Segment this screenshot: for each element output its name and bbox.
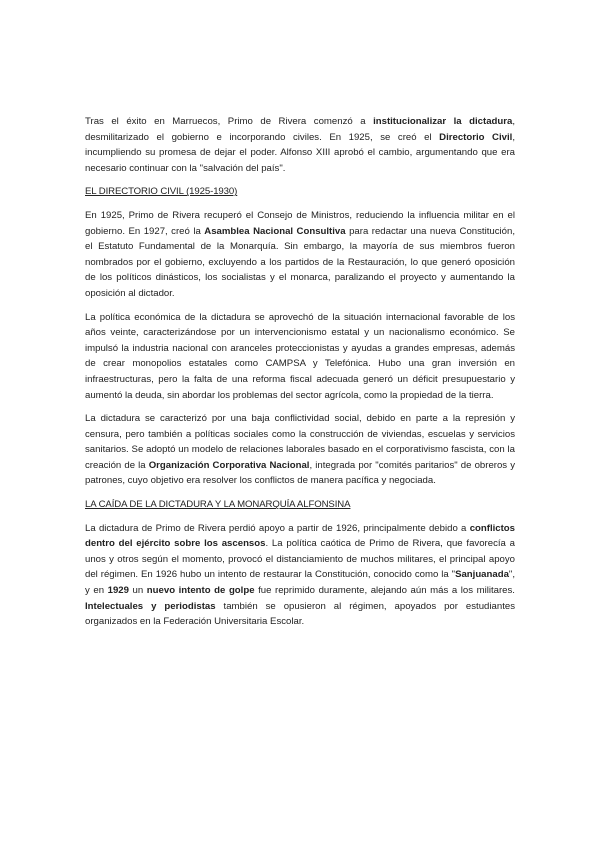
paragraph-intro: Tras el éxito en Marruecos, Primo de Rivera comenzó a institucionalizar la dictadura, desmilitarizado el gobierno e incorporando civiles. En 1925, se creó el Directorio Civil, incumpliendo su promesa de dejar el poder. Alfonso XIII aprobó el cambio, argumentando que era necesario continuar con la "salvación del país". (85, 116, 515, 174)
heading-caida-dictadura: LA CAÍDA DE LA DICTADURA Y LA MONARQUÍA ALFONSINA (85, 499, 351, 511)
document-page (85, 114, 515, 638)
paragraph-sociedad: La dictadura se caracterizó por una baja conflictividad social, debido en parte a la represión y censura, pero también a políticas sociales como la construcción de viviendas, escuelas y servicios sanitarios. Se adoptó un modelo de relaciones laborales basado en el corporativismo fascista, con la creación de la Organización Corporativa Nacional, integrada por "comités paritarios" de obreros y patrones, cuyo objetivo era resolver los conflictos de manera pacífica y negociada. (85, 413, 515, 487)
paragraph-directorio: En 1925, Primo de Rivera recuperó el Consejo de Ministros, reduciendo la influencia militar en el gobierno. En 1927, creó la Asamblea Nacional Consultiva para redactar una nueva Constitución, el Estatuto Fundamental de la Monarquía. Sin embargo, la mayoría de sus miembros fueron nombrados por el gobierno, excluyendo a los partidos de la Restauración, lo que generó oposición de los políticos dinásticos, los socialistas y el monarca, paralizando el proyecto y aumentando la oposición al dictador. (85, 209, 515, 299)
paragraph-caida: La dictadura de Primo de Rivera perdió apoyo a partir de 1926, principalmente debido a conflictos dentro del ejército sobre los ascensos. La política caótica de Primo de Rivera, que favorecía a unos y otros según el momento, provocó el distanciamiento de muchos militares, el principal apoyo del régimen. En 1926 hubo un intento de restaurar la Constitución, conocido como la "Sanjuanada", y en 1929 un nuevo intento de golpe fue reprimido duramente, alejando aún más a los militares. Intelectuales y periodistas también se opusieron al régimen, apoyados por estudiantes organizados en la Federación Universitaria Escolar. (85, 522, 515, 628)
paragraph-economia: La política económica de la dictadura se aprovechó de la situación internacional favorable de los años veinte, caracterizándose por un intervencionismo estatal y un nacionalismo económico. Se impulsó la industria nacional con aranceles proteccionistas y ayudas a grandes empresas, además de crear monopolios estatales como CAMPSA y Telefónica. Hubo una gran inversión en infraestructuras, pero la falta de una reforma fiscal adecuada generó un déficit presupuestario y aumentó la deuda, sin abordar los problemas del sector agrícola, como la propiedad de la tierra. (85, 311, 515, 401)
heading-directorio-civil: EL DIRECTORIO CIVIL (1925-1930) (85, 186, 238, 198)
